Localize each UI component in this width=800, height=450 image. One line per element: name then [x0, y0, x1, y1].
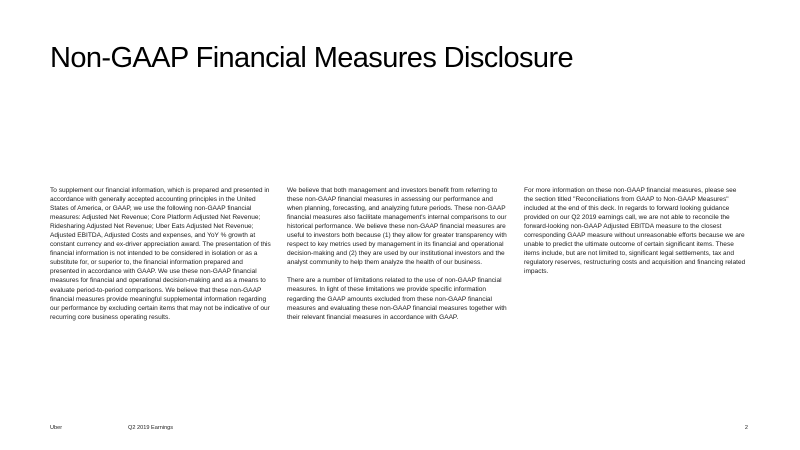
column-3-paragraph-1: For more information on these non-GAAP financial measures, please see the section titled "Reconciliations from GAAP to Non-GAAP Measures" included at the end of this deck. In regards to forward looking guidance provided on our Q2 2019 earnings call, we are not able to reconcile the forward-looking non-GAAP Adjusted EBITDA measure to the closest corresponding GAAP measure without unreasonable efforts because we are unable to predict the ultimate outcome of certain significant items. These items include, but are not limited to, significant legal settlements, tax and regulatory reserves, restructuring costs and acquisition and financing related impacts. [524, 187, 746, 276]
text-column-3 [524, 186, 746, 276]
column-2-paragraph-2: There are a number of limitations related to the use of non-GAAP financial measures. In light of these limitations we provide specific information regarding the GAAP amounts excluded from these non-GAAP financial measures and evaluating these non-GAAP financial measures together with their relevant financial measures in accordance with GAAP. [287, 277, 507, 321]
text-column-1 [50, 186, 272, 322]
footer-report-name: Q2 2019 Earnings [128, 425, 174, 431]
page-number: 2 [744, 425, 748, 431]
footer-brand: Uber [50, 425, 63, 431]
column-1-paragraph-1: To supplement our financial information, which is prepared and presented in accordance with generally accepted accounting principles in the United States of America, or GAAP, we use the following non-GAAP financial measures: Adjusted Net Revenue; Core Platform Adjusted Net Revenue; Ridesharing Adjusted Net Revenue; Uber Eats Adjusted Net Revenue; Adjusted EBITDA, Adjusted Costs and expenses, and YoY % growth at constant currency and ex-driver appreciation award. The presentation of this financial information is not intended to be considered in isolation or as a substitute for, or superior to, the financial information prepared and presented in accordance with GAAP. We use these non-GAAP financial measures for financial and operational decision-making and as a means to evaluate period-to-period comparisons. We believe that these non-GAAP financial measures provide meaningful supplemental information regarding our performance by excluding certain items that may not be indicative of our recurring core business operating results. [50, 187, 271, 321]
column-2-paragraph-1: We believe that both management and investors benefit from referring to these non-GAAP financial measures in assessing our performance and when planning, forecasting, and analyzing future periods. These non-GAAP financial measures also facilitate management's internal comparisons to our historical performance. We believe these non-GAAP financial measures are useful to investors both because (1) they allow for greater transparency with respect to key metrics used by management in its financial and operational decision-making and (2) they are used by our institutional investors and the analyst community to help them analyze the health of our business. [287, 187, 507, 267]
page-title: Non-GAAP Financial Measures Disclosure [50, 42, 574, 74]
text-column-2 [287, 186, 509, 322]
